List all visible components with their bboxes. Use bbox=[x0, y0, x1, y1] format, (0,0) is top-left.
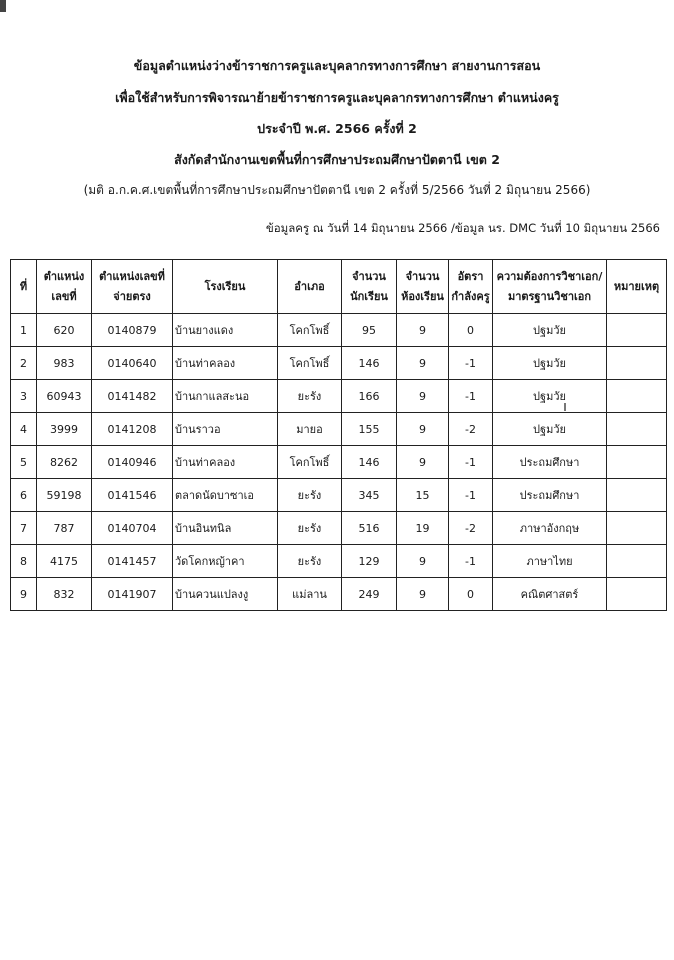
cell-no: 1 bbox=[11, 314, 37, 347]
cell-teacher-rate: -1 bbox=[449, 479, 493, 512]
cell-payroll-no: 0141907 bbox=[92, 578, 173, 611]
col-header-remarks: หมายเหตุ bbox=[607, 260, 667, 314]
cell-remarks bbox=[607, 413, 667, 446]
col-header-students: จำนวนนักเรียน bbox=[342, 260, 397, 314]
cell-position-no: 832 bbox=[37, 578, 92, 611]
cell-classrooms: 9 bbox=[397, 413, 449, 446]
doc-resolution-note: (มติ อ.ก.ค.ศ.เขตพื้นที่การศึกษาประถมศึกษาปัตตานี เขต 2 ครั้งที่ 5/2566 วันที่ 2 มิถุนายน 2566) bbox=[83, 183, 591, 197]
cell-payroll-no: 0140946 bbox=[92, 446, 173, 479]
doc-title-line2: เพื่อใช้สำหรับการพิจารณาย้ายข้าราชการครูและบุคลากรทางการศึกษา ตำแหน่งครู bbox=[115, 90, 559, 105]
cell-school: บ้านกาแลสะนอ bbox=[173, 380, 278, 413]
cell-classrooms: 15 bbox=[397, 479, 449, 512]
table-body bbox=[11, 314, 667, 611]
cell-no: 6 bbox=[11, 479, 37, 512]
cell-school: บ้านยางแดง bbox=[173, 314, 278, 347]
cell-students: 345 bbox=[342, 479, 397, 512]
cell-major: ภาษาอังกฤษ bbox=[493, 512, 607, 545]
cell-no: 3 bbox=[11, 380, 37, 413]
cell-major: ปฐมวัย bbox=[493, 314, 607, 347]
cell-teacher-rate: 0 bbox=[449, 578, 493, 611]
table-row bbox=[11, 479, 667, 512]
cell-students: 146 bbox=[342, 347, 397, 380]
doc-title-line3: ประจำปี พ.ศ. 2566 ครั้งที่ 2 bbox=[257, 121, 417, 136]
cell-teacher-rate: -2 bbox=[449, 413, 493, 446]
cell-students: 95 bbox=[342, 314, 397, 347]
cell-major: ประถมศึกษา bbox=[493, 446, 607, 479]
table-row bbox=[11, 413, 667, 446]
cell-position-no: 787 bbox=[37, 512, 92, 545]
cell-remarks bbox=[607, 545, 667, 578]
table-row bbox=[11, 578, 667, 611]
cell-payroll-no: 0140704 bbox=[92, 512, 173, 545]
table-row bbox=[11, 347, 667, 380]
vacancy-table bbox=[10, 259, 667, 611]
cell-no: 4 bbox=[11, 413, 37, 446]
cell-payroll-no: 0141482 bbox=[92, 380, 173, 413]
cell-school: บ้านราวอ bbox=[173, 413, 278, 446]
cell-remarks bbox=[607, 314, 667, 347]
table-row bbox=[11, 545, 667, 578]
cell-district: โคกโพธิ์ bbox=[278, 446, 342, 479]
cell-no: 2 bbox=[11, 347, 37, 380]
col-header-teacher-rate: อัตรากำลังครู bbox=[449, 260, 493, 314]
cell-teacher-rate: -1 bbox=[449, 380, 493, 413]
scan-artifact bbox=[0, 0, 6, 12]
cell-position-no: 60943 bbox=[37, 380, 92, 413]
cell-remarks bbox=[607, 446, 667, 479]
cell-classrooms: 9 bbox=[397, 446, 449, 479]
cell-school: ตลาดนัดบาซาเอ bbox=[173, 479, 278, 512]
cell-school: วัดโคกหญ้าคา bbox=[173, 545, 278, 578]
cell-district: มายอ bbox=[278, 413, 342, 446]
cell-teacher-rate: -1 bbox=[449, 347, 493, 380]
cell-no: 8 bbox=[11, 545, 37, 578]
cell-no: 5 bbox=[11, 446, 37, 479]
table-row bbox=[11, 380, 667, 413]
doc-title-line4: สังกัดสำนักงานเขตพื้นที่การศึกษาประถมศึกษาปัตตานี เขต 2 bbox=[174, 152, 500, 167]
cell-payroll-no: 0140640 bbox=[92, 347, 173, 380]
cell-district: โคกโพธิ์ bbox=[278, 314, 342, 347]
cell-teacher-rate: 0 bbox=[449, 314, 493, 347]
cell-district: โคกโพธิ์ bbox=[278, 347, 342, 380]
cell-students: 155 bbox=[342, 413, 397, 446]
cell-position-no: 59198 bbox=[37, 479, 92, 512]
cell-no: 9 bbox=[11, 578, 37, 611]
cell-position-no: 8262 bbox=[37, 446, 92, 479]
cell-classrooms: 9 bbox=[397, 347, 449, 380]
cell-district: ยะรัง bbox=[278, 380, 342, 413]
pen-mark bbox=[564, 403, 566, 411]
cell-position-no: 4175 bbox=[37, 545, 92, 578]
cell-students: 249 bbox=[342, 578, 397, 611]
cell-remarks bbox=[607, 479, 667, 512]
col-header-classrooms: จำนวนห้องเรียน bbox=[397, 260, 449, 314]
cell-major: ภาษาไทย bbox=[493, 545, 607, 578]
col-header-major-required: ความต้องการวิชาเอก/มาตรฐานวิชาเอก bbox=[493, 260, 607, 314]
cell-teacher-rate: -2 bbox=[449, 512, 493, 545]
cell-classrooms: 9 bbox=[397, 545, 449, 578]
col-header-position-no: ตำแหน่งเลขที่ bbox=[37, 260, 92, 314]
table-header-row bbox=[11, 260, 667, 314]
cell-teacher-rate: -1 bbox=[449, 545, 493, 578]
cell-remarks bbox=[607, 512, 667, 545]
cell-major: ปฐมวัย bbox=[493, 380, 607, 413]
cell-district: ยะรัง bbox=[278, 512, 342, 545]
cell-school: บ้านอินทนิล bbox=[173, 512, 278, 545]
col-header-no: ที่ bbox=[11, 260, 37, 314]
cell-position-no: 983 bbox=[37, 347, 92, 380]
cell-classrooms: 9 bbox=[397, 380, 449, 413]
table-row bbox=[11, 314, 667, 347]
cell-classrooms: 19 bbox=[397, 512, 449, 545]
doc-title-line1: ข้อมูลตำแหน่งว่างข้าราชการครูและบุคลากรทางการศึกษา สายงานการสอน bbox=[133, 58, 541, 73]
cell-remarks bbox=[607, 578, 667, 611]
col-header-payroll-position-no: ตำแหน่งเลขที่จ่ายตรง bbox=[92, 260, 173, 314]
cell-school: บ้านท่าคลอง bbox=[173, 347, 278, 380]
cell-payroll-no: 0140879 bbox=[92, 314, 173, 347]
cell-school: บ้านท่าคลอง bbox=[173, 446, 278, 479]
cell-remarks bbox=[607, 347, 667, 380]
cell-students: 166 bbox=[342, 380, 397, 413]
cell-district: แม่ลาน bbox=[278, 578, 342, 611]
cell-major: ปฐมวัย bbox=[493, 413, 607, 446]
cell-payroll-no: 0141208 bbox=[92, 413, 173, 446]
table-row bbox=[11, 446, 667, 479]
cell-students: 516 bbox=[342, 512, 397, 545]
cell-remarks bbox=[607, 380, 667, 413]
cell-school: บ้านควนแปลงงู bbox=[173, 578, 278, 611]
cell-position-no: 620 bbox=[37, 314, 92, 347]
cell-position-no: 3999 bbox=[37, 413, 92, 446]
cell-payroll-no: 0141457 bbox=[92, 545, 173, 578]
cell-major: ปฐมวัย bbox=[493, 347, 607, 380]
col-header-school: โรงเรียน bbox=[173, 260, 278, 314]
cell-classrooms: 9 bbox=[397, 578, 449, 611]
cell-district: ยะรัง bbox=[278, 545, 342, 578]
cell-students: 129 bbox=[342, 545, 397, 578]
data-date-line: ข้อมูลครู ณ วันที่ 14 มิถุนายน 2566 /ข้อมูล นร. DMC วันที่ 10 มิถุนายน 2566 bbox=[265, 221, 660, 235]
cell-classrooms: 9 bbox=[397, 314, 449, 347]
cell-teacher-rate: -1 bbox=[449, 446, 493, 479]
col-header-district: อำเภอ bbox=[278, 260, 342, 314]
cell-students: 146 bbox=[342, 446, 397, 479]
cell-district: ยะรัง bbox=[278, 479, 342, 512]
cell-no: 7 bbox=[11, 512, 37, 545]
cell-payroll-no: 0141546 bbox=[92, 479, 173, 512]
table-row bbox=[11, 512, 667, 545]
cell-major: คณิตศาสตร์ bbox=[493, 578, 607, 611]
cell-major: ประถมศึกษา bbox=[493, 479, 607, 512]
